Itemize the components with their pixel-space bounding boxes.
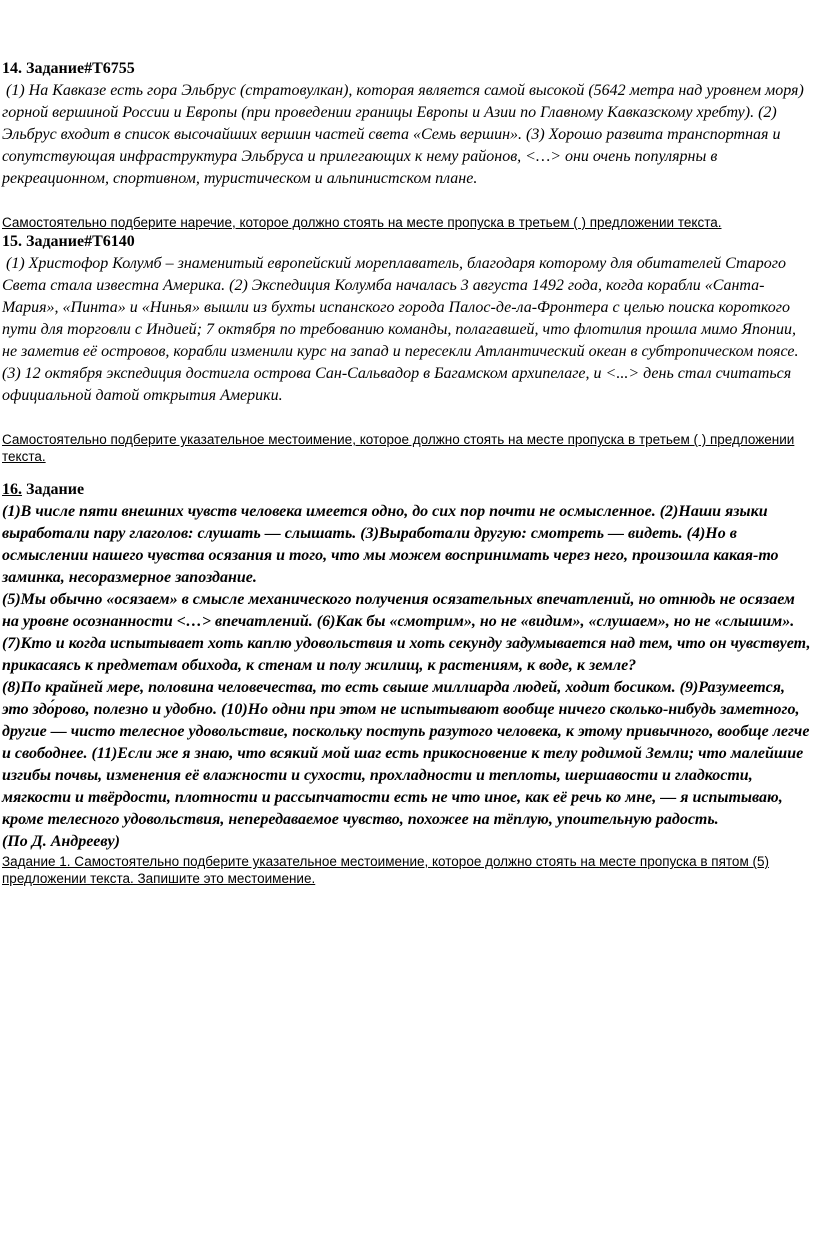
task-16-title bbox=[2, 479, 814, 501]
task-14 bbox=[2, 58, 814, 231]
task-16 bbox=[2, 479, 814, 887]
task-16-paragraph: (1)В числе пяти внешних чувств человека имеется одно, до сих пор почти не осмысленное. (2)Наши языки выработали пару глаголов: слушать — слышать. (3)Выработали другую: смотреть — видеть. (4)Но в осмыслении нашего чувства осязания и того, что мы можем воспринимать через него, произошла какая-то заминка, несоразмерное запоздание. bbox=[2, 503, 779, 586]
task-15-text: (1) Христофор Колумб – знаменитый европейский мореплаватель, благодаря которому для обитателей Старого Света стала известна Америка. (2) Экспедиция Колумба началась 3 августа 1492 года, когда корабли «Санта-Мария», «Пинта» и «Нинья» вышли из бухты испанского города Палос-де-ла-Фронтера с целью поиска короткого пути для торговли с Индией; 7 октября по требованию команды, полагавшей, что флотилия прошла мимо Японии, не заметив её островов, корабли изменили курс на запад и пересекли Атлантический океан в субтропическом поясе. (3) 12 октября экспедиция достигла острова Сан-Сальвадор в Багамском архипелаге, и <...> день стал считаться официальной датой открытия Америки. bbox=[2, 255, 799, 404]
task-15 bbox=[2, 231, 814, 465]
task-15-title: 15. Задание#Т6140 bbox=[2, 233, 135, 250]
task-14-question: Самостоятельно подберите наречие, которое должно стоять на месте пропуска в третьем ( ) предложении текста. bbox=[2, 215, 722, 230]
task-14-text: (1) На Кавказе есть гора Эльбрус (стратовулкан), которая является самой высокой (5642 метра над уровнем моря) горной вершиной России и Европы (при проведении границы Европы и Азии по Главному Кавказскому хребту). (2) Эльбрус входит в список высочайших вершин частей света «Семь вершин». (3) Хорошо развита транспортная и сопутствующая инфраструктура Эльбруса и прилегающих к нему районов, <…> они очень популярны в рекреационном, спортивном, туристическом и альпинистском плане. bbox=[2, 82, 804, 187]
task-14-title: 14. Задание#Т6755 bbox=[2, 60, 135, 77]
task-16-question: Задание 1. Самостоятельно подберите указательное местоимение, которое должно стоять на месте пропуска в пятом (5) предложении текста. Запишите это местоимение. bbox=[2, 854, 769, 886]
task-16-paragraph: (5)Мы обычно «осязаем» в смысле механического получения осязательных впечатлений, но отнюдь не осязаем на уровне осознанности <…> впечатлений. (6)Как бы «смотрим», но не «видим», «слушаем», но не «слышим». (7)Кто и когда испытывает хоть каплю удовольствия и хоть секунду задумывается над тем, что он чувствует, прикасаясь к предметам обихода, к стенам и полу жилищ, к растениям, к воде, к земле? bbox=[2, 591, 811, 674]
task-16-text bbox=[2, 501, 814, 831]
task-16-number: 16. bbox=[2, 481, 22, 498]
task-15-question: Самостоятельно подберите указательное местоимение, которое должно стоять на месте пропуска в третьем ( ) предложении текста. bbox=[2, 432, 795, 464]
spacer bbox=[2, 407, 814, 431]
task-16-paragraph: (8)По крайней мере, половина человечества, то есть свыше миллиарда людей, ходит босиком. (9)Разумеется, это здо́рово, полезно и удобно. (10)Но одни при этом не испытывают вообще ничего сколько-нибудь заметного, другие — чисто телесное удовольствие, поскольку поступь разутого человека, к этому привычного, вообще легче и свободнее. (11)Если же я знаю, что всякий мой шаг есть прикосновение к телу родимой Земли; что малейшие изгибы почвы, изменения её влажности и сухости, прохладности и теплоты, шершавости и гладкости, мягкости и твёрдости, плотности и рассыпчатости есть не что иное, как её речь ко мне, — я испытываю, кроме телесного удовольствия, непередаваемое чувство, похожее на тёплую, упоительную радость. bbox=[2, 679, 810, 828]
task-16-title-text: Задание bbox=[22, 481, 85, 498]
spacer bbox=[2, 190, 814, 214]
document-page bbox=[0, 58, 814, 887]
task-16-author: (По Д. Андреeву) bbox=[2, 833, 120, 850]
